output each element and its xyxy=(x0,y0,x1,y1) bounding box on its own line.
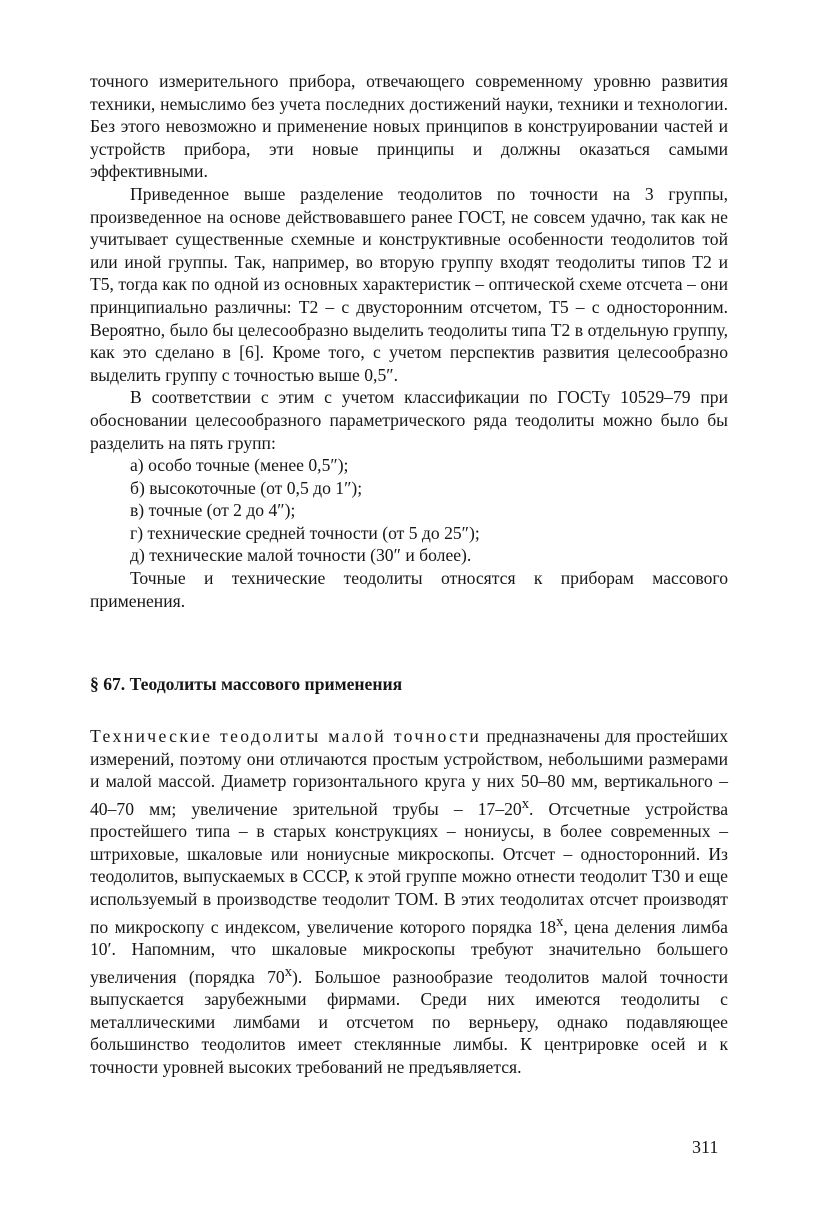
section-text-3: , цена деления лимба 10′. Напомним, что шкаловые микроскопы требуют значительно большего увеличения (порядка 70 xyxy=(90,916,728,987)
section-text-1: предназначены для простейших измерений, поэтому они отличаются простым устройством, небольшими размерами и малой массой. Диаметр горизонтального круга у них 50–80 мм, вертикального – 40–70 мм; увеличение зрительной трубы – 17–20 xyxy=(90,726,728,819)
section-heading: § 67. Теодолиты массового применения xyxy=(90,674,403,694)
section-paragraph xyxy=(90,725,728,1078)
paragraph-gost: В соответствии с этим с учетом классификации по ГОСТу 10529–79 при обосновании целесообразного параметрического ряда теодолиты можно было бы разделить на пять групп: xyxy=(90,387,728,453)
magnification-sup: x xyxy=(284,963,293,980)
paragraph-closing: Точные и технические теодолиты относятся к приборам массового применения. xyxy=(90,568,728,611)
page-body xyxy=(90,70,728,612)
magnification-sup: x xyxy=(521,795,530,812)
section-body xyxy=(90,725,728,1078)
section-text-2: . Отсчетные устройства простейшего типа – в старых конструкциях – нониусы, в более современных – штриховые, шкаловые или нониусные микроскопы. Отсчет – односторонний. Из теодолитов, выпускаемых в СССР, к этой группе можно отнести теодолит Т30 и еще используемый в производстве теодолит ТОМ. В этих теодолитах отсчет производят по микроскопу с индексом, увеличение которого порядка 18 xyxy=(90,798,728,937)
paragraph-classification: Приведенное выше разделение теодолитов по точности на 3 группы, произведенное на основе действовавшего ранее ГОСТ, не совсем удачно, так как не учитывает существенные схемные и конструктивные особенности теодолитов той или иной группы. Так, например, во вторую группу входят теодолиты типов Т2 и Т5, тогда как по одной из основных характеристик – оптической схеме отсчета – они принципиально различны: Т2 – с двусторонним отсчетом, Т5 – с односторонним. Вероятно, было бы целесообразно выделить теодолиты типа Т2 в отдельную группу, как это сделано в [6]. Кроме того, с учетом перспектив развития целесообразно выделить группу с точностью выше 0,5″. xyxy=(90,183,728,385)
page-number: 311 xyxy=(692,1137,719,1157)
list-item-b: б) высокоточные (от 0,5 до 1″); xyxy=(130,477,363,498)
list-item-a: а) особо точные (менее 0,5″); xyxy=(130,455,349,476)
list-item-v: в) точные (от 2 до 4″); xyxy=(130,500,296,521)
paragraph-continuation: точного измерительного прибора, отвечающего современному уровню развития техники, немыслимо без учета последних достижений науки, техники и технологии. Без этого невозможно и применение новых принципов в конструировании частей и устройств прибора, эти новые принципы и должны оказаться самыми эффективными. xyxy=(90,71,728,182)
section-lead-term: Технические теодолиты малой точности xyxy=(90,726,482,746)
list-item-g: г) технические средней точности (от 5 до 25″); xyxy=(130,522,480,543)
list-item-d: д) технические малой точности (30″ и более). xyxy=(130,545,472,566)
section-text-4: ). Большое разнообразие теодолитов малой точности выпускается зарубежными фирмами. Среди них имеются теодолиты с металлическими лимбами и отсчетом по верньеру, однако подавляющее большинство теодолитов имеет стеклянные лимбы. К центрировке осей и к точности уровней высоких требований не предъявляется. xyxy=(90,966,729,1077)
magnification-sup: x xyxy=(556,913,564,930)
